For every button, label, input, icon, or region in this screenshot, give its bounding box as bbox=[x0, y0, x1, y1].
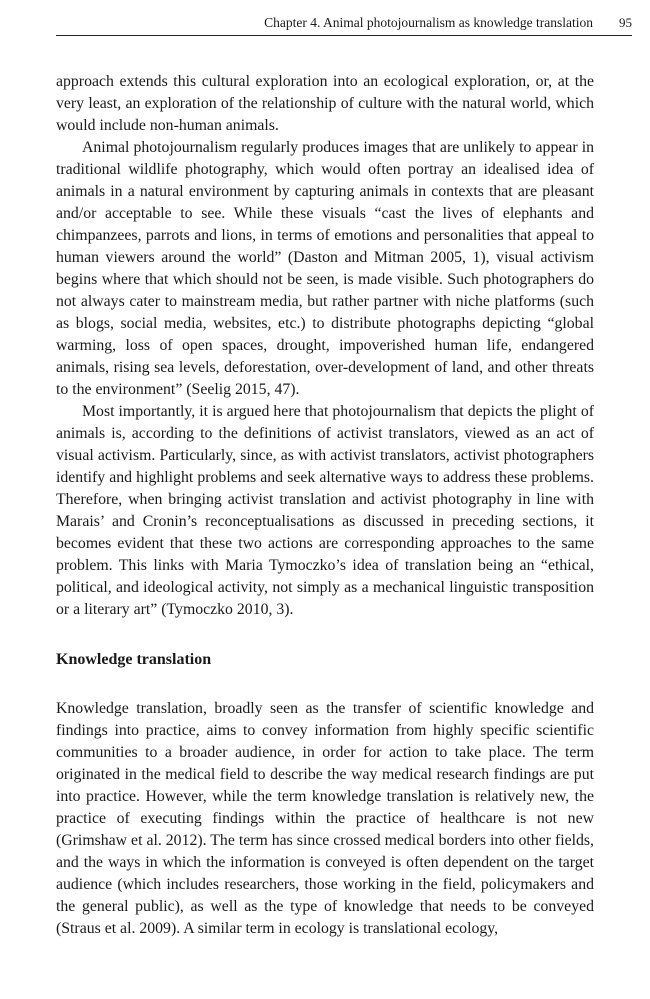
body-paragraph: Animal photojournalism regularly produces images that are unlikely to appear in traditional wildlife photography, which would often portray an idealised idea of animals in a natural environment by capturing animals in contexts that are pleasant and/or acceptable to see. While these visuals “cast the lives of elephants and chimpanzees, parrots and lions, in terms of emotions and personalities that appeal to human viewers around the world” (Daston and Mitman 2005, 1), visual activism begins where that which should not be seen, is made visible. Such photographers do not always cater to mainstream media, but rather partner with niche platforms (such as blogs, social media, websites, etc.) to distribute photographs depicting “global warming, loss of open spaces, drought, impoverished human life, endangered animals, rising sea levels, deforestation, over-development of land, and other threats to the environment” (Seelig 2015, 47). bbox=[56, 139, 594, 398]
chapter-title: Chapter 4. Animal photojournalism as knowledge translation bbox=[264, 15, 593, 30]
body-paragraph: approach extends this cultural exploration into an ecological exploration, or, at the very least, an exploration of the relationship of culture with the natural world, which would include non-human animals. bbox=[56, 73, 594, 134]
body-paragraph: Most importantly, it is argued here that photojournalism that depicts the plight of animals is, according to the definitions of activist translators, viewed as an act of visual activism. Particularly, since, as with activist translators, activist photographers identify and highlight problems and seek alternative ways to address these problems. Therefore, when bringing activist translation and activist photography in line with Marais’ and Cronin’s reconceptualisations as discussed in preceding sections, it becomes evident that these two actions are corresponding approaches to the same problem. This links with Maria Tymoczko’s idea of translation being an “ethical, political, and ideological activity, not simply as a mechanical linguistic transposition or a literary art” (Tymoczko 2010, 3). bbox=[56, 403, 594, 618]
running-header bbox=[56, 14, 632, 36]
section-heading: Knowledge translation bbox=[56, 651, 212, 668]
page-body bbox=[56, 71, 594, 940]
section-paragraph: Knowledge translation, broadly seen as the transfer of scientific knowledge and findings into practice, aims to convey information from highly specific scientific communities to a broader audience, in order for action to take place. The term originated in the medical field to describe the way medical research findings are put into practice. However, while the term knowledge translation is relatively new, the practice of executing findings within the practice of healthcare is not new (Grimshaw et al. 2012). The term has since crossed medical borders into other fields, and the ways in which the information is conveyed is often dependent on the target audience (which includes researchers, those working in the field, policymakers and the general public), as well as the type of knowledge that needs to be conveyed (Straus et al. 2009). A similar term in ecology is translational ecology, bbox=[56, 700, 594, 937]
page-number: 95 bbox=[619, 15, 632, 30]
